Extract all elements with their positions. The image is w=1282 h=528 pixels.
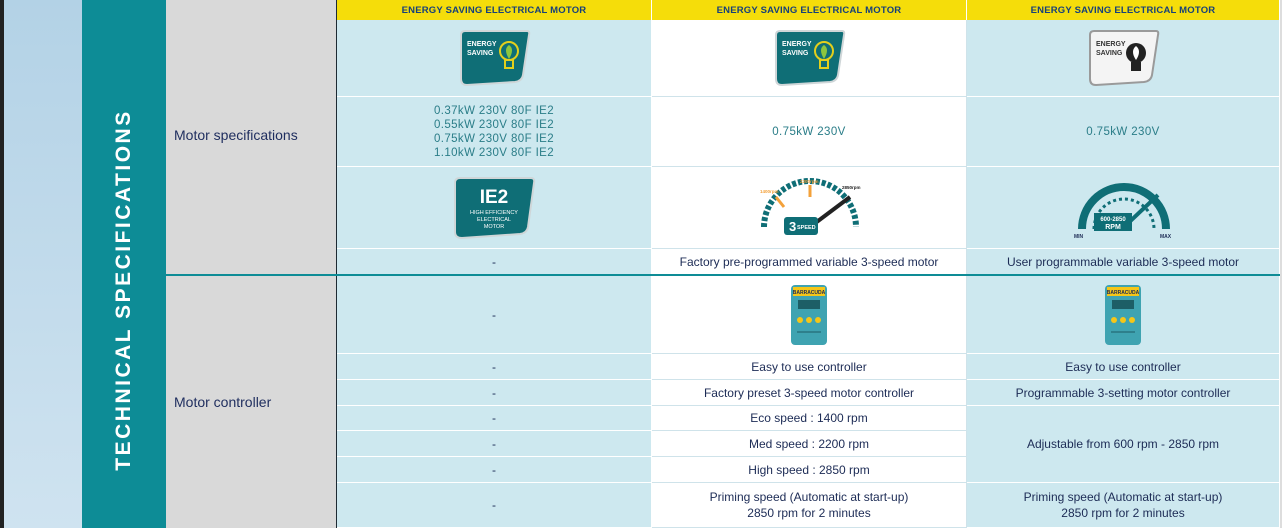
column-header-1: ENERGY SAVING ELECTRICAL MOTOR xyxy=(337,0,652,20)
gauge-speed-1: 1400rpm xyxy=(760,188,779,194)
ie2-sub3: MOTOR xyxy=(483,223,505,230)
spec-line: 1.10kW 230V 80F IE2 xyxy=(433,146,555,159)
priming-line-2: 2850 rpm for 2 minutes xyxy=(1061,506,1185,520)
gauge-speed-3: 2850rpm xyxy=(842,184,861,190)
priming-cell-1: - xyxy=(337,483,652,528)
row-label-column xyxy=(166,0,336,528)
ie2-badge-icon xyxy=(451,175,537,241)
controller-image-cell-2 xyxy=(652,276,967,354)
energy-saving-cell-2 xyxy=(652,20,967,97)
priming-line-1: Priming speed (Automatic at start-up) xyxy=(1023,490,1223,504)
controller-type-cell-1: - xyxy=(337,380,652,406)
svg-text:ENERGY: ENERGY xyxy=(467,41,497,48)
spec-line: 0.55kW 230V 80F IE2 xyxy=(433,118,555,131)
easy-controller-cell-1: - xyxy=(337,354,652,380)
priming-line-2: 2850 rpm for 2 minutes xyxy=(747,506,871,520)
gauge-unit: RPM xyxy=(1105,223,1121,231)
priming-cell-3 xyxy=(967,483,1280,528)
left-margin xyxy=(4,0,82,528)
spec-line: 0.75kW 230V 80F IE2 xyxy=(433,132,555,145)
speed-range-cell: Adjustable from 600 rpm - 2850 rpm xyxy=(967,406,1280,483)
high-speed-cell-1: - xyxy=(337,457,652,483)
energy-saving-bw-badge-icon xyxy=(1086,29,1160,87)
motor-type-cell-3: User programmable variable 3-speed motor xyxy=(967,249,1280,275)
ie2-title: IE2 xyxy=(479,186,509,208)
controller-image-cell-1: - xyxy=(337,276,652,354)
priming-line-1: Priming speed (Automatic at start-up) xyxy=(709,490,909,504)
easy-controller-cell-3: Easy to use controller xyxy=(967,354,1280,380)
energy-saving-cell-3 xyxy=(967,20,1280,97)
gauge-speed-2: 2200rpm xyxy=(800,178,819,184)
gauge-max: MAX xyxy=(1160,233,1172,239)
row-label-motor-controller: Motor controller xyxy=(174,394,272,410)
rpm-gauge-cell xyxy=(967,167,1280,249)
energy-saving-badge-icon xyxy=(772,29,846,87)
svg-text:SAVING: SAVING xyxy=(782,50,809,57)
column-header-2: ENERGY SAVING ELECTRICAL MOTOR xyxy=(652,0,967,20)
svg-text:SAVING: SAVING xyxy=(467,50,494,57)
section-title: TECHNICAL SPECIFICATIONS xyxy=(112,109,135,471)
three-speed-gauge-icon xyxy=(754,177,864,239)
ie2-sub2: ELECTRICAL xyxy=(477,216,511,223)
high-speed-cell-2: High speed : 2850 rpm xyxy=(652,457,967,483)
eco-speed-cell-1: - xyxy=(337,406,652,431)
row-label-motor-specifications: Motor specifications xyxy=(174,127,298,143)
motor-type-cell-2: Factory pre-programmed variable 3-speed motor xyxy=(652,249,967,275)
energy-saving-cell-1 xyxy=(337,20,652,97)
controller-panel-icon xyxy=(1103,284,1143,346)
spec-cell-3: 0.75kW 230V xyxy=(967,97,1280,167)
gauge-min: MIN xyxy=(1074,233,1084,239)
svg-text:ENERGY: ENERGY xyxy=(782,41,812,48)
gauge-label: SPEED xyxy=(797,224,816,231)
priming-cell-2 xyxy=(652,483,967,528)
ie2-sub1: HIGH EFFICIENCY xyxy=(470,209,518,216)
controller-brand: BARRACUDA xyxy=(792,289,826,296)
spec-line: 0.37kW 230V 80F IE2 xyxy=(433,104,555,117)
med-speed-cell-2: Med speed : 2200 rpm xyxy=(652,431,967,457)
gauge-number: 3 xyxy=(789,218,797,234)
three-speed-gauge-cell xyxy=(652,167,967,249)
spec-list-cell xyxy=(337,97,652,167)
spec-cell-2: 0.75kW 230V xyxy=(652,97,967,167)
controller-image-cell-3 xyxy=(967,276,1280,354)
controller-brand: BARRACUDA xyxy=(1106,289,1140,296)
gauge-range: 600-2850 xyxy=(1100,216,1126,223)
ie2-badge-cell xyxy=(337,167,652,249)
controller-type-cell-3: Programmable 3-setting motor controller xyxy=(967,380,1280,406)
svg-text:ENERGY: ENERGY xyxy=(1096,41,1126,48)
controller-panel-icon xyxy=(789,284,829,346)
energy-saving-badge-icon xyxy=(457,29,531,87)
motor-type-cell-1: - xyxy=(337,249,652,275)
controller-type-cell-2: Factory preset 3-speed motor controller xyxy=(652,380,967,406)
rpm-gauge-icon xyxy=(1068,177,1178,239)
easy-controller-cell-2: Easy to use controller xyxy=(652,354,967,380)
med-speed-cell-1: - xyxy=(337,431,652,457)
svg-text:SAVING: SAVING xyxy=(1096,50,1123,57)
column-header-3: ENERGY SAVING ELECTRICAL MOTOR xyxy=(967,0,1280,20)
eco-speed-cell-2: Eco speed : 1400 rpm xyxy=(652,406,967,431)
